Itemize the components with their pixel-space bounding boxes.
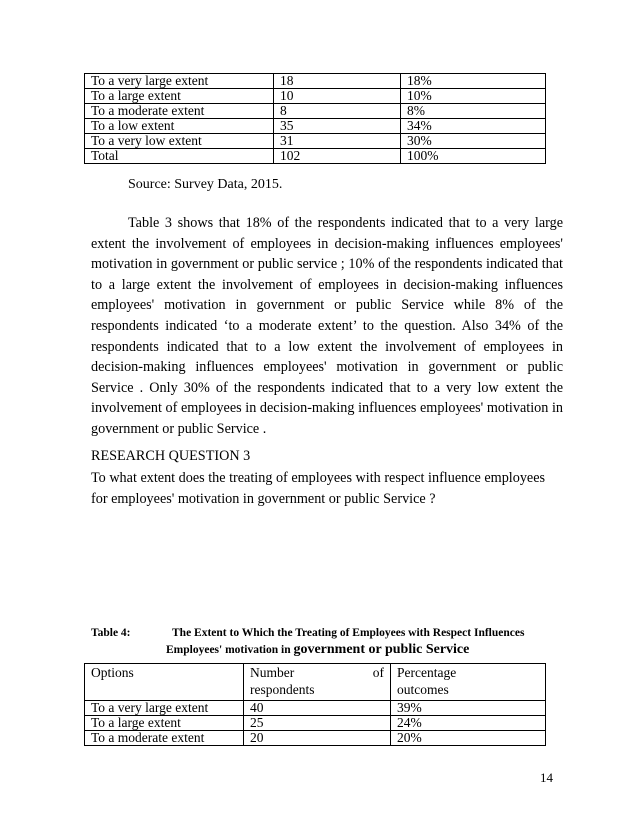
table-3 [84,73,546,164]
table-header-row [85,664,546,701]
table-row-total [85,149,546,164]
count-cell: 8 [274,104,401,119]
count-cell: 35 [274,119,401,134]
percent-cell: 18% [401,74,546,89]
table-row [85,89,546,104]
table-row [85,716,546,731]
table-4-label: Table 4: [91,627,131,639]
option-cell: To a large extent [85,716,244,731]
body-paragraph [91,213,563,440]
header-respondents: respondents [250,682,315,697]
table-4 [84,663,546,746]
count-cell: 25 [244,716,391,731]
option-cell: To a moderate extent [85,731,244,746]
table-source: Source: Survey Data, 2015. [128,177,283,192]
option-cell: To a low extent [85,119,274,134]
percent-cell: 39% [391,701,546,716]
header-number-line [250,664,390,681]
percent-cell: 24% [391,716,546,731]
option-cell: To a very large extent [85,701,244,716]
header-outcomes: outcomes [397,682,449,697]
option-cell: To a moderate extent [85,104,274,119]
table-row [85,731,546,746]
percent-cell: 100% [401,149,546,164]
header-number-word: Number [250,665,295,680]
table-4-title: The Extent to Which the Treating of Employees with Respect Influences [172,627,525,639]
research-question-heading: RESEARCH QUESTION 3 [91,448,251,464]
option-cell: To a large extent [85,89,274,104]
count-cell: 102 [274,149,401,164]
count-cell: 40 [244,701,391,716]
percent-cell: 30% [401,134,546,149]
header-number [244,664,391,701]
table-4-title-part: Employees' motivation in [166,644,294,656]
header-percentage [391,664,546,701]
paragraph-text: Table 3 shows that 18% of the respondents indicated that to a very large extent the involvement of employees in decision-making influences employees' motivation in government or public service ; 10% of the respondents indicated that to a large extent the involvement of employees in decision-making influences employees' motivation in government or public Service while 8% of the respondents indicated ‘to a moderate extent’ to the question. Also 34% of the respondents indicated that to a low extent the involvement of employees in decision-making influences employees' motivation in government or public Service . Only 30% of the respondents indicated that to a very low extent the involvement of employees in decision-making influences employees' motivation in government or public Service . [91,215,563,437]
percent-cell: 10% [401,89,546,104]
table-4-title-line-2 [166,642,469,658]
count-cell: 31 [274,134,401,149]
research-question-text: To what extent does the treating of employees with respect influence employees for employees' motivation in government or public Service ? [91,470,546,507]
option-cell: To a very low extent [85,134,274,149]
count-cell: 18 [274,74,401,89]
option-cell: To a very large extent [85,74,274,89]
count-cell: 20 [244,731,391,746]
percent-cell: 8% [401,104,546,119]
percent-cell: 34% [401,119,546,134]
table-row [85,134,546,149]
table-row [85,104,546,119]
table-4-title-part: government or public Service [293,642,470,657]
header-number-of: of [372,665,384,680]
count-cell: 10 [274,89,401,104]
table-row [85,701,546,716]
page-number: 14 [540,770,553,785]
table-row [85,74,546,89]
option-cell: Total [85,149,274,164]
table-row [85,119,546,134]
header-options: Options [85,664,244,701]
header-percentage-word: Percentage [397,665,457,680]
percent-cell: 20% [391,731,546,746]
